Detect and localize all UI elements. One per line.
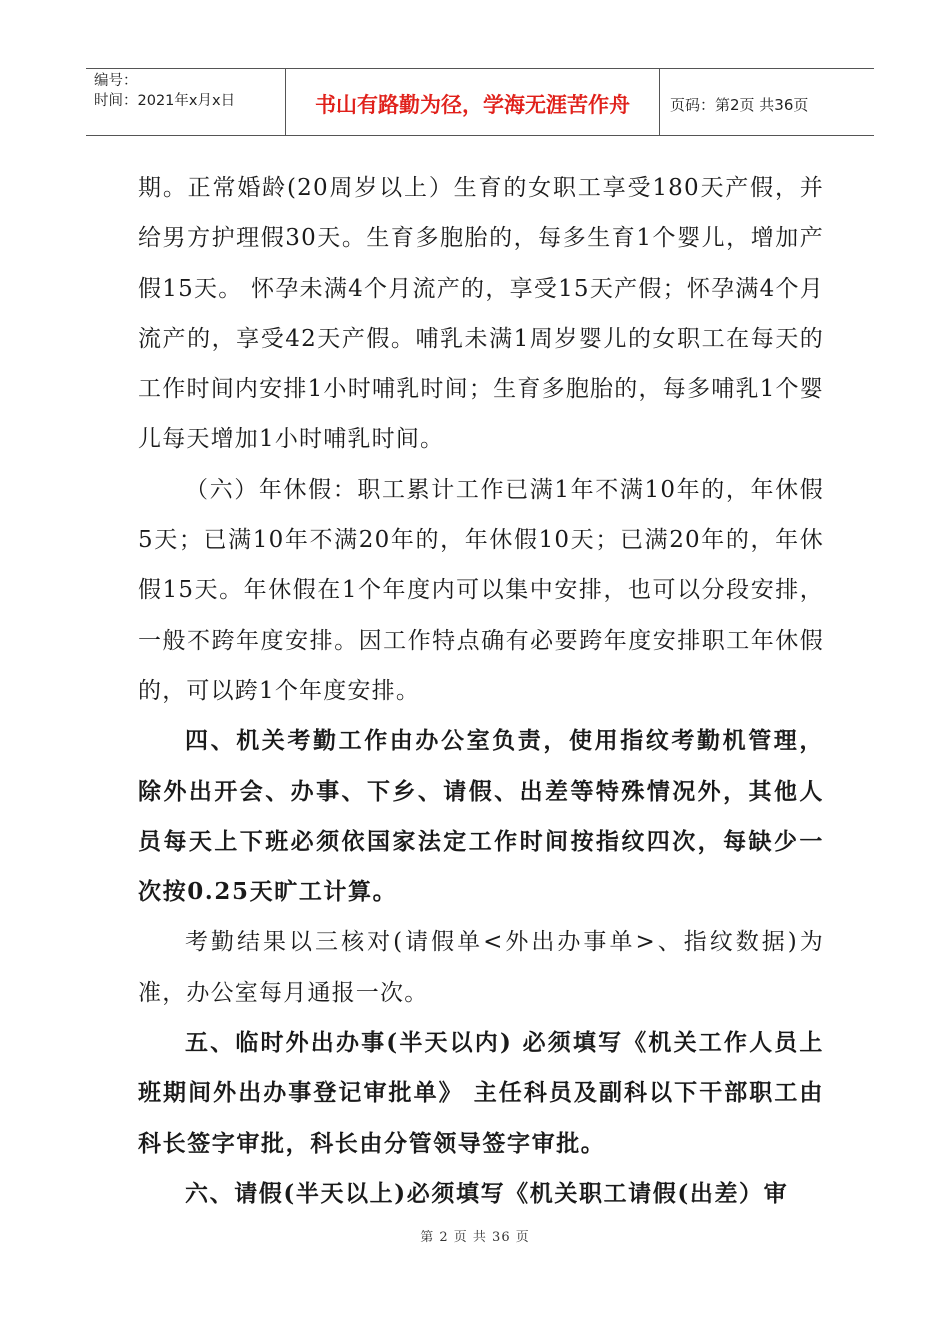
document-number-label: 编号： xyxy=(94,73,138,89)
page-footer: 第 2 页 共 36 页 xyxy=(420,1230,530,1245)
header-motto: 书山有路勤为径，学海无涯苦作舟 xyxy=(286,69,660,135)
paragraph-section-six: 六、请假(半天以上)必须填写《机关职工请假(出差）审 xyxy=(185,1179,789,1207)
header-page-info: 页码：第2页 共36页 xyxy=(670,95,809,114)
page-header xyxy=(86,68,874,136)
paragraph-section-five: 五、临时外出办事(半天以内) 必须填写《机关工作人员上班期间外出办事登记审批单》 主任科员及副科以下干部职工由科长签字审批，科长由分管领导签字审批。 xyxy=(138,1029,824,1157)
paragraph-annual-leave: （六）年休假：职工累计工作已满1年不满10年的，年休假5天；已满10年不满20年的，年休假10天；已满20年的，年休假15天。年休假在1个年度内可以集中安排，也可以分段安排，一般不跨年度安排。因工作特点确有必要跨年度安排职工年休假的，可以跨1个年度安排。 xyxy=(138,476,824,704)
paragraph-section-four: 四、机关考勤工作由办公室负责，使用指纹考勤机管理，除外出开会、办事、下乡、请假、出差等特殊情况外，其他人员每天上下班必须依国家法定工作时间按指纹四次，每缺少一次按0.25天旷工计算。 xyxy=(138,727,824,906)
header-meta xyxy=(86,69,286,135)
document-body xyxy=(138,163,824,1219)
document-time-label: 时间：2021年x月x日 xyxy=(94,93,236,109)
paragraph-attendance-check: 考勤结果以三核对(请假单<外出办事单>、指纹数据)为准，办公室每月通报一次。 xyxy=(138,929,824,1006)
paragraph-maternity-leave: 期。正常婚龄(20周岁以上）生育的女职工享受180天产假，并给男方护理假30天。生育多胞胎的，每多生育1个婴儿，增加产假15天。 怀孕未满4个月流产的，享受15天产假；怀孕满4个月流产的，享受42天产假。哺乳未满1周岁婴儿的女职工在每天的工作时间内安排1小时哺乳时间；生育多胞胎的，每多哺乳1个婴儿每天增加1小时哺乳时间。 xyxy=(138,175,824,453)
